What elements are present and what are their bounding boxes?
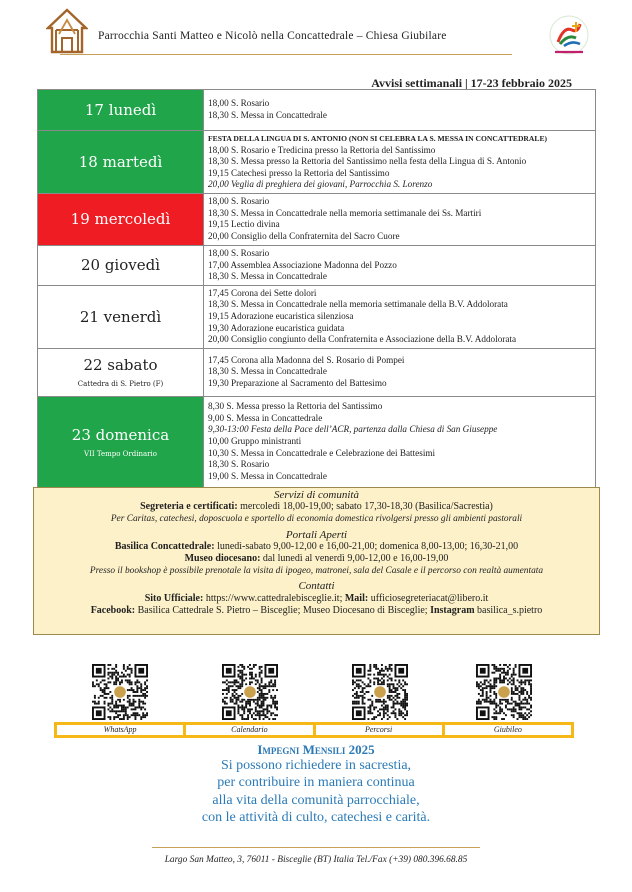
events-cell bbox=[204, 285, 596, 348]
monthly-line: Si possono richiedere in sacrestia, bbox=[220, 758, 412, 773]
monthly-line: alla vita della comunità parrocchiale, bbox=[212, 792, 420, 808]
contacts-title: Contatti bbox=[298, 580, 335, 593]
schedule-row bbox=[38, 90, 596, 131]
event-item: 18,30 S. Messa in Concattedrale nella memoria settimanale dei Ss. Martiri bbox=[208, 207, 482, 218]
qr-label: Percorsi bbox=[313, 725, 442, 735]
schedule-row bbox=[38, 396, 596, 487]
basilica-hours: Basilica Concattedrale: lunedì-sabato 9,00-12,00 e 16,00-21,00; domenica 8,00-13,00; 16,30-21,00 bbox=[114, 540, 519, 552]
event-item: 18,30 S. Messa presso la Rettoria del Santissimo nella festa della Lingua di S. Antonio bbox=[208, 156, 527, 167]
day-liturgy-note: Cattedra di S. Pietro (F) bbox=[77, 380, 164, 389]
day-label: 19 mercoledì bbox=[70, 210, 171, 229]
event-item: 9,00 S. Messa in Concattedrale bbox=[208, 412, 323, 423]
jubilee-logo-icon bbox=[546, 12, 592, 58]
events-cell bbox=[204, 90, 596, 131]
community-services-box bbox=[33, 487, 600, 635]
day-label: 20 giovedì bbox=[80, 256, 161, 275]
event-item: 18,00 S. Rosario bbox=[208, 247, 270, 258]
church-logo-icon bbox=[46, 8, 88, 54]
bookshop-note: Presso il bookshop è possibile prenotale la visita di ipogeo, matronei, sala del Casale e il percorso con realtà aumentata bbox=[89, 566, 544, 577]
event-item: 19,15 Adorazione eucaristica silenziosa bbox=[208, 310, 354, 321]
day-cell bbox=[38, 90, 204, 131]
event-item: 17,45 Corona dei Sette dolori bbox=[208, 287, 317, 298]
schedule-row bbox=[38, 348, 596, 396]
schedule-row bbox=[38, 285, 596, 348]
day-label: 22 sabato bbox=[83, 356, 158, 375]
monthly-line: per contribuire in maniera continua bbox=[217, 775, 415, 791]
qr-code-icon[interactable] bbox=[222, 664, 278, 720]
event-item: 20,00 Consiglio congiunto della Confraternita e Associazione della B.V. Addolorata bbox=[208, 334, 517, 345]
day-cell bbox=[38, 396, 204, 487]
events-cell bbox=[204, 131, 596, 194]
event-item: 20,00 Consiglio della Confraternita del Sacro Cuore bbox=[208, 231, 400, 242]
event-item: 19,15 Catechesi presso la Rettoria del Santissimo bbox=[208, 167, 390, 178]
event-item: 19,30 Adorazione eucaristica guidata bbox=[208, 322, 345, 333]
qr-code-icon[interactable] bbox=[476, 664, 532, 720]
social-line: Facebook: Basilica Cattedrale S. Pietro – Bisceglie; Museo Diocesano di Bisceglie; Instagram basilica_s.pietro bbox=[90, 604, 543, 616]
week-title: Avvisi settimanali | 17-23 febbraio 2025 bbox=[371, 76, 572, 90]
event-item: 18,00 S. Rosario e Tredicina presso la Rettoria del Santissimo bbox=[208, 144, 436, 155]
secretary-line: Segreteria e certificati: mercoledì 18,00-19,00; sabato 17,30-18,30 (Basilica/Sacrestia) bbox=[140, 501, 493, 513]
events-cell bbox=[204, 348, 596, 396]
schedule-row bbox=[38, 245, 596, 285]
services-section-title: Servizi di comunità bbox=[274, 489, 359, 501]
monthly-text bbox=[0, 757, 632, 827]
event-item: 10,00 Gruppo ministranti bbox=[208, 435, 302, 446]
schedule-row bbox=[38, 193, 596, 245]
event-item: 9,30-13:00 Festa della Pace dell’ACR, partenza dalla Chiesa di San Giuseppe bbox=[208, 424, 498, 435]
day-label: 18 martedì bbox=[78, 152, 163, 171]
event-item: 10,30 S. Messa in Concattedrale e Celebrazione dei Battesimi bbox=[208, 447, 436, 458]
event-item: 17,45 Corona alla Madonna del S. Rosario di Pompei bbox=[208, 354, 405, 365]
day-label: 23 domenica bbox=[71, 425, 170, 444]
weekly-schedule-table bbox=[37, 89, 596, 488]
qr-code-icon[interactable] bbox=[92, 664, 148, 720]
event-item: 18,30 S. Messa in Concattedrale bbox=[208, 271, 327, 282]
qr-label: WhatsApp bbox=[103, 725, 137, 734]
day-label: 21 venerdì bbox=[79, 307, 162, 326]
monthly-title: Impegni Mensili 2025 bbox=[257, 742, 375, 757]
monthly-commitments bbox=[0, 742, 632, 827]
event-item: 17,00 Assemblea Associazione Madonna del Pozzo bbox=[208, 259, 397, 270]
museum-hours: Museo diocesano: dal lunedì al venerdì 9,00-12,00 e 16,00-19,00 bbox=[184, 553, 449, 565]
day-label: 17 lunedì bbox=[84, 101, 157, 119]
event-item: 18,30 S. Messa in Concattedrale bbox=[208, 110, 327, 120]
day-cell bbox=[38, 245, 204, 285]
day-cell bbox=[38, 131, 204, 194]
day-cell bbox=[38, 285, 204, 348]
qr-code-icon[interactable] bbox=[352, 664, 408, 720]
event-item: 19,15 Lectio divina bbox=[208, 219, 280, 230]
mail-link[interactable]: ufficiosegreteriacat@libero.it bbox=[368, 592, 489, 604]
caritas-note: Per Caritas, catechesi, doposcuola e sportello di economia domestica rivolgersi presso gli ambienti pastorali bbox=[110, 514, 523, 525]
day-liturgy-note: VII Tempo Ordinario bbox=[84, 449, 157, 458]
schedule-row bbox=[38, 131, 596, 194]
event-item: 19,00 S. Messa in Concattedrale bbox=[208, 470, 327, 481]
event-item: 19,30 Preparazione al Sacramento del Battesimo bbox=[208, 378, 387, 389]
header-divider bbox=[60, 54, 512, 55]
event-item: 18,30 S. Messa in Concattedrale bbox=[208, 366, 327, 377]
day-cell bbox=[38, 193, 204, 245]
footer-divider bbox=[152, 847, 480, 848]
events-cell bbox=[204, 193, 596, 245]
event-item: 18,00 S. Rosario bbox=[208, 98, 270, 109]
event-item: 8,30 S. Messa presso la Rettoria del Santissimo bbox=[208, 401, 383, 412]
event-item: FESTA DELLA LINGUA DI S. ANTONIO (NON SI CELEBRA LA S. MESSA IN CONCATTEDRALE) bbox=[208, 134, 548, 143]
parish-title: Parrocchia Santi Matteo e Nicolò nella Concattedrale – Chiesa Giubilare bbox=[98, 30, 447, 42]
event-item: 18,00 S. Rosario bbox=[208, 196, 270, 207]
day-cell bbox=[38, 348, 204, 396]
event-item: 18,30 S. Rosario bbox=[208, 459, 270, 470]
footer-address: Largo San Matteo, 3, 76011 - Bisceglie (BT) Italia Tel./Fax (+39) 080.396.68.85 bbox=[164, 855, 468, 865]
site-mail-line: Sito Ufficiale: https://www.cattedralebisceglie.it; Mail: ufficiosegreteriacat@libero.it bbox=[144, 592, 489, 604]
qr-label: Calendario bbox=[183, 725, 312, 735]
monthly-line: con le attività di culto, catechesi e carità. bbox=[201, 810, 431, 826]
page-header bbox=[40, 8, 592, 60]
open-portals-title: Portali Aperti bbox=[285, 528, 348, 541]
site-link[interactable]: https://www.cattedralebisceglie.it; bbox=[203, 592, 345, 604]
qr-label-bar bbox=[54, 722, 574, 738]
events-cell bbox=[204, 396, 596, 487]
events-cell bbox=[204, 245, 596, 285]
event-item: 18,30 S. Messa in Concattedrale nella memoria settimanale della B.V. Addolorata bbox=[208, 299, 508, 310]
qr-label: Giubileo bbox=[442, 725, 571, 735]
event-item: 20,00 Veglia di preghiera dei giovani, Parrocchia S. Lorenzo bbox=[208, 179, 433, 190]
